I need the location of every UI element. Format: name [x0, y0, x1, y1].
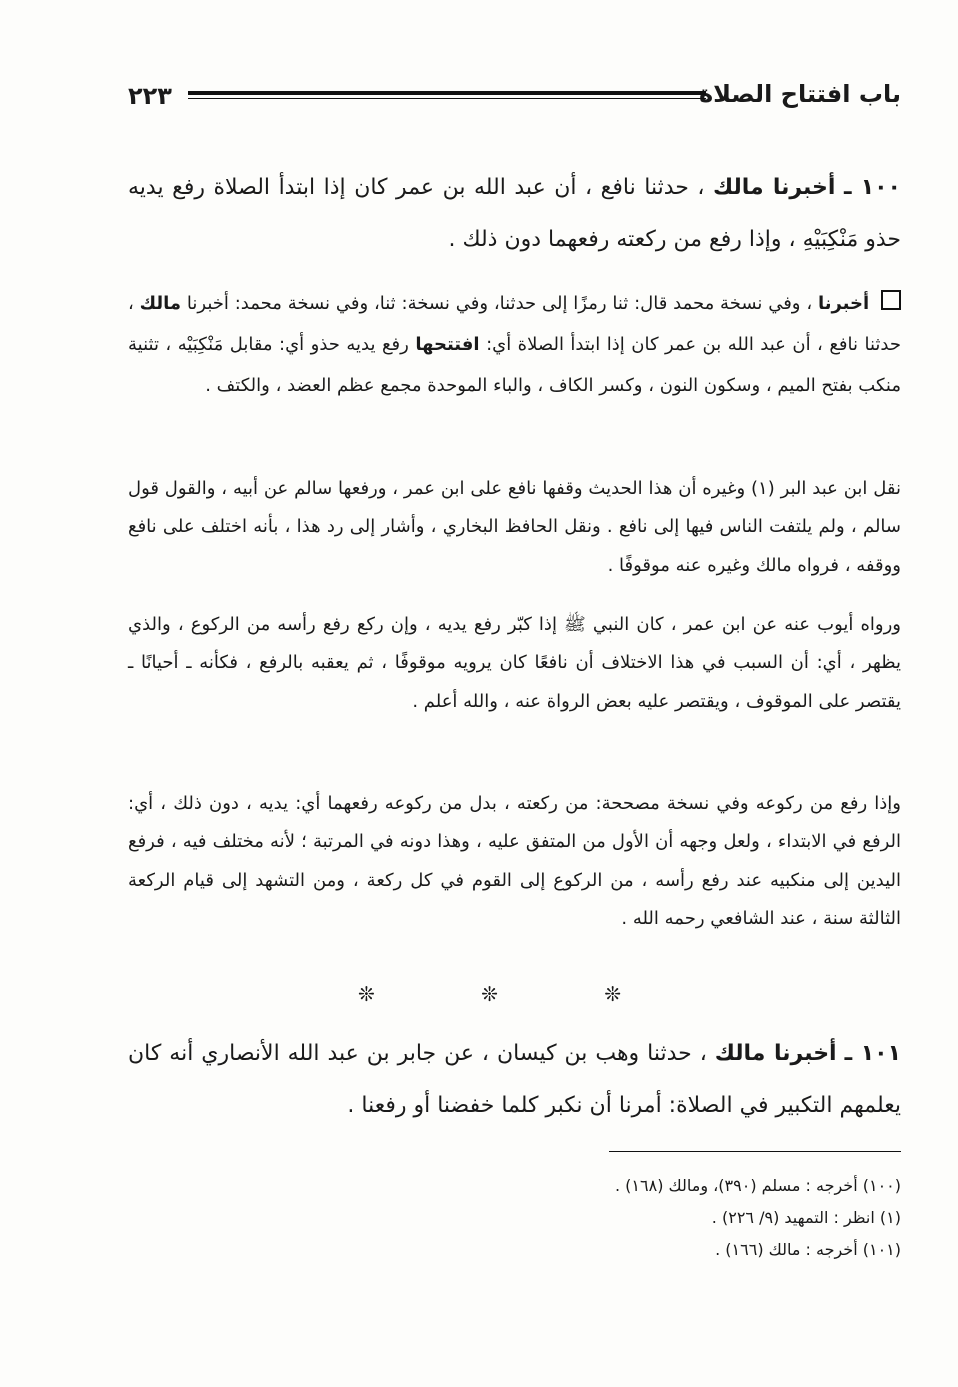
footnotes — [128, 1170, 901, 1266]
commentary-paragraph-3: ورواه أيوب عنه عن ابن عمر ، كان النبي ﷺ إذا كبّر رفع يديه ، وإن ركع رفع رأسه من الركوع ، والذي يظهر ، أي: أن السبب في هذا الاختلاف أن نافعًا كان يرويه موقوفًا ، ثم يعقبه بالرفع ، فكأنه ـ أحيانًا ـ يقتصر على الموقوف ، ويقتصر عليه بعض الرواة عنه ، والله أعلم . — [128, 614, 901, 712]
footnote: (١٠١) أخرجه : مالك (١٦٦) . — [715, 1240, 901, 1259]
page-number: ٢٢٣ — [128, 82, 172, 110]
hadith-lead: أخبرنا مالك — [713, 175, 836, 200]
hadith-text: ، حدثنا نافع ، أن عبد الله بن عمر كان إذا ابتدأ الصلاة رفع يديه حذو مَنْكِبَيْهِ ، وإذا رفع من ركعته رفعهما دون ذلك . — [128, 175, 901, 252]
hadith-100 — [128, 162, 901, 266]
commentary-paragraph-1 — [128, 283, 901, 406]
footnote: (١٠٠) أخرجه : مسلم (٣٩٠)، ومالك (١٦٨) . — [614, 1176, 901, 1195]
commentary-paragraph-2: نقل ابن عبد البر (١) وغيره أن هذا الحديث وقفها نافع على ابن عمر ، ورفعها سالم عن أبيه ، والقول قول سالم ، ولم يلتفت الناس فيها إلى نافع . ونقل الحافظ البخاري ، وأشار إلى رد هذا ، بأنه اختلف على نافع ووقفه ، فرواه مالك وغيره عنه موقوفًا . — [128, 478, 901, 576]
commentary-paragraph-4: وإذا رفع من ركوعه وفي نسخة مصححة: من ركعته ، بدل من ركوعه رفعهما أي: يديه ، دون ذلك ، أي: الرفع في الابتداء ، ولعل وجهه أن الأول من المتفق عليه ، وهذا دونه في المرتبة ؛ لأنه مختلف فيه ، فرفع اليدين إلى منكبيه عند رفع رأسه ، من الركوع إلى القوم في كل ركعة ، ومن التشهد إلى قيام الركعة الثالثة سنة ، عند الشافعي رحمه الله . — [128, 793, 901, 930]
footnote: (١) انظر : التمهيد (٩/ ٢٢٦) . — [711, 1208, 901, 1227]
commentary-text: ، وفي نسخة محمد قال: ثنا رمزًا إلى حدثنا، وفي نسخة: ثنا، وفي نسخة محمد: أخبرنا — [186, 293, 813, 314]
commentary-bold: مالك — [139, 293, 182, 314]
hadith-number: ١٠١ ـ — [844, 1041, 902, 1066]
hadith-101 — [128, 1028, 901, 1132]
commentary-lead: أخبرنا — [817, 293, 870, 314]
square-marker-icon — [881, 290, 901, 310]
hadith-lead: أخبرنا مالك — [714, 1041, 837, 1066]
page-header — [128, 76, 901, 116]
commentary-text: ، حدثنا نافع ، أن عبد الله بن عمر كان إذا ابتدأ الصلاة أي: — [128, 293, 901, 355]
chapter-title: باب افتتاح الصلاة — [699, 80, 901, 108]
commentary-text: رفع يديه حذو أي: مقابل مَنْكِبَيْه ، تثنية منكب بفتح الميم ، وسكون النون ، وكسر الكاف ، والباء الموحدة مجمع عظم العضد ، والكتف . — [128, 334, 901, 396]
header-rule — [188, 91, 706, 99]
footnote-rule — [609, 1151, 901, 1152]
commentary-bold: افتتحها — [415, 334, 480, 355]
section-separator: ❊ ❊ ❊ — [358, 982, 671, 1006]
hadith-number: ١٠٠ ـ — [843, 175, 901, 200]
hadith-text: ، حدثنا وهب بن كيسان ، عن جابر بن عبد الله الأنصاري أنه كان يعلمهم التكبير في الصلاة: أمرنا أن نكبر كلما خفضنا أو رفعنا . — [128, 1041, 901, 1118]
